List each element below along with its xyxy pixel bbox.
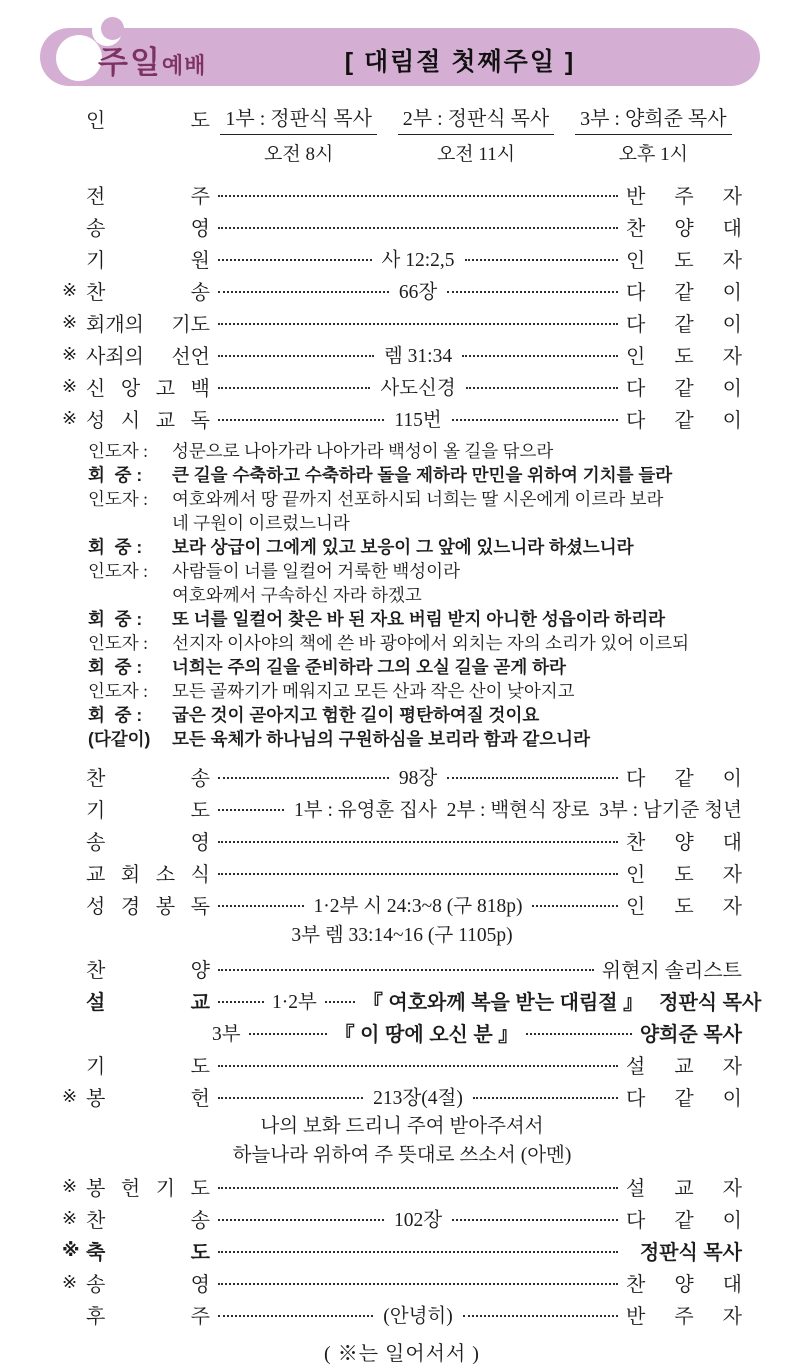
dotted-leader: [447, 291, 618, 293]
reading-speaker: 인도자 :: [88, 441, 148, 461]
dotted-leader: [218, 873, 618, 875]
reading-line: [88, 655, 742, 679]
reading-text: 네 구원이 이르렀느니라: [172, 513, 350, 533]
marker-spacer: [62, 102, 86, 166]
dotted-leader: [447, 777, 618, 779]
service-column-2: [387, 102, 564, 166]
item-performer: 인 도 자: [626, 345, 743, 368]
dotted-leader: [325, 1001, 355, 1003]
dotted-leader: [218, 809, 284, 811]
program-row: [62, 888, 742, 920]
item-performer: 다 같 이: [626, 409, 742, 432]
item-label: 찬 송: [86, 767, 210, 790]
reading-speaker: [88, 511, 172, 535]
item-detail: 213장(4절): [373, 1088, 463, 1109]
reading-line: [88, 487, 742, 511]
reading-text: 모든 육체가 하나님의 구원하심을 보리라 함과 같으니라: [172, 729, 590, 749]
reading-line: [88, 607, 742, 631]
reading-line: [88, 727, 742, 751]
standing-marker: ※: [62, 1085, 78, 1106]
item-detail: 사 12:2,5: [381, 250, 455, 271]
item-label: 송 영: [86, 217, 210, 240]
dotted-leader: [218, 1219, 384, 1221]
item-label: 찬 송: [86, 1209, 210, 1232]
reading-line: [88, 703, 742, 727]
standing-marker: ※: [62, 375, 78, 396]
item-label: 설 교: [86, 991, 210, 1014]
dotted-leader: [462, 355, 618, 357]
item-performer: 인 도 자: [626, 895, 742, 918]
program-row: [62, 1170, 742, 1202]
service-time-1: 오전 8시: [264, 144, 334, 165]
reading-line: [88, 439, 742, 463]
item-label: 후 주: [86, 1305, 210, 1328]
program-row: [62, 338, 742, 370]
item-detail: 98장: [398, 768, 438, 789]
item-detail-extra: 3부 렘 33:14~16 (구 1105p): [291, 925, 513, 946]
dotted-leader: [452, 419, 618, 421]
reading-line: [88, 511, 742, 535]
standing-marker: ※: [62, 311, 78, 332]
item-performer: 다 같 이: [626, 281, 742, 304]
program-row: [62, 274, 742, 306]
reading-speaker: 회 중 :: [88, 537, 143, 557]
item-performer: 찬 양 대: [626, 217, 742, 240]
dotted-leader: [218, 387, 370, 389]
dotted-leader: [218, 1251, 618, 1253]
dotted-leader: [532, 905, 618, 907]
item-performer: 반 주 자: [626, 185, 742, 208]
reading-speaker: 회 중 :: [88, 657, 143, 677]
program-section-top: [62, 178, 742, 434]
dotted-leader: [463, 1315, 618, 1317]
offering-hymn-line-2: 하늘나라 위하여 주 뜻대로 쓰소서 (아멘): [232, 1145, 572, 1166]
program-row: [62, 760, 742, 792]
program-row: [62, 1266, 742, 1298]
item-detail: 115번: [394, 410, 442, 431]
reading-speaker: 인도자 :: [88, 681, 148, 701]
dotted-leader: [218, 1001, 264, 1003]
reading-speaker: (다같이): [88, 729, 151, 749]
program-row: [62, 792, 742, 824]
item-performer: 찬 양 대: [626, 831, 742, 854]
sermon-title-2: 『 이 땅에 오신 분 』: [334, 1023, 519, 1046]
reading-text: 너희는 주의 길을 준비하라 그의 오실 길을 곧게 하라: [172, 657, 566, 677]
service-column-1: [210, 102, 387, 166]
dotted-leader: [452, 1219, 618, 1221]
program-section-mid: [62, 760, 742, 984]
item-detail: 102장: [393, 1210, 443, 1231]
sermon-preacher-2: 양희준 목사: [639, 1023, 742, 1046]
program-row: [62, 1202, 742, 1234]
standing-marker: ※: [62, 1239, 80, 1260]
item-performer: 인 도 자: [626, 249, 743, 272]
item-label: 교 회 소 식: [86, 863, 210, 886]
reading-text: 여호와께서 구속하신 자라 하겠고: [172, 585, 422, 605]
item-performer: 다 같 이: [626, 377, 743, 400]
sermon-preacher-1: 정판식 목사: [659, 991, 762, 1014]
dotted-leader: [218, 419, 384, 421]
service-title: [ 대림절 첫째주일 ]: [344, 48, 576, 76]
header-banner: [40, 28, 760, 86]
program-row: [62, 856, 742, 888]
sermon-part-1: 1·2부: [272, 992, 317, 1013]
reading-speaker: 인도자 :: [88, 489, 148, 509]
item-detail: 사도신경: [380, 378, 456, 399]
offering-hymn-line-1: 나의 보화 드리니 주여 받아주셔서: [260, 1116, 544, 1137]
standing-marker: ※: [62, 1175, 78, 1196]
logo-text-main: 주일: [98, 45, 162, 80]
reading-line: [88, 535, 742, 559]
reading-text: 선지자 이사야의 책에 쓴 바 광야에서 외치는 자의 소리가 있어 이르되: [172, 633, 690, 653]
dotted-leader: [218, 1097, 363, 1099]
item-label: 성 시 교 독: [86, 409, 210, 432]
sermon-row-2: [62, 1016, 742, 1048]
reading-line: [88, 679, 742, 703]
dotted-leader: [473, 1097, 618, 1099]
program-row: [62, 952, 742, 984]
item-detail: (안녕히): [383, 1306, 453, 1327]
dotted-leader: [249, 1033, 327, 1035]
reading-speaker: 회 중 :: [88, 465, 143, 485]
item-performer: 다 같 이: [626, 767, 742, 790]
dotted-leader: [218, 291, 389, 293]
service-column-3: [565, 102, 742, 166]
item-label: 봉 헌 기 도: [86, 1177, 210, 1200]
item-label: 송 영: [86, 831, 210, 854]
reading-line: [88, 463, 742, 487]
program-row: [62, 178, 742, 210]
dotted-leader: [465, 259, 619, 261]
item-label: 기 원: [86, 249, 210, 272]
service-leader-1: 1부 : 정판식 목사: [220, 102, 376, 135]
decorative-circle-icon: [56, 35, 102, 81]
item-label: 성 경 봉 독: [86, 895, 210, 918]
dotted-leader: [218, 195, 618, 197]
item-performer: 위현지 솔리스트: [601, 959, 742, 982]
item-label: 기 도: [86, 799, 210, 822]
item-performer: 찬 양 대: [626, 1273, 742, 1296]
dotted-leader: [218, 777, 389, 779]
reading-text: 또 너를 일컬어 찾은 바 된 자요 버림 받지 아니한 성읍이라 하리라: [172, 609, 666, 629]
program-row: [62, 306, 742, 338]
responsive-reading: [88, 439, 742, 751]
program-row: [62, 1234, 742, 1266]
reading-line: [88, 583, 742, 607]
program-row: [62, 1080, 742, 1112]
service-time-3: 오후 1시: [618, 144, 688, 165]
reading-speaker: [88, 583, 172, 607]
dotted-leader: [218, 323, 618, 325]
reading-text: 여호와께서 땅 끝까지 선포하시되 너희는 딸 시온에게 이르라 보라: [172, 489, 664, 509]
standing-marker: ※: [62, 279, 78, 300]
program-row: [62, 1048, 742, 1080]
item-performer: 인 도 자: [626, 863, 742, 886]
dotted-leader: [218, 1283, 618, 1285]
item-label: 신 앙 고 백: [86, 377, 210, 400]
program-row: [62, 402, 742, 434]
item-label: 사죄의 선언: [86, 345, 210, 368]
dotted-leader: [218, 355, 374, 357]
program-row: [62, 1298, 742, 1330]
item-label: 찬 송: [86, 281, 210, 304]
standing-marker: ※: [62, 407, 78, 428]
item-performer: 정판식 목사: [639, 1241, 742, 1264]
item-performer: 반 주 자: [626, 1305, 742, 1328]
standing-marker: ※: [62, 1207, 78, 1228]
item-label: 축 도: [86, 1241, 210, 1264]
logo-text-sub: 예배: [161, 53, 207, 78]
program-row: [62, 370, 742, 402]
item-performer: 다 같 이: [626, 1087, 743, 1110]
item-label: 찬 양: [86, 959, 210, 982]
leaders-row: [62, 102, 742, 166]
reading-speaker: 회 중 :: [88, 705, 143, 725]
reading-speaker: 인도자 :: [88, 633, 148, 653]
program-section-bottom: [62, 1170, 742, 1330]
item-performer: 설 교 자: [626, 1055, 742, 1078]
dotted-leader: [466, 387, 618, 389]
item-performer: 설 교 자: [626, 1177, 742, 1200]
reading-text: 보라 상급이 그에게 있고 보응이 그 앞에 있느니라 하셨느니라: [172, 537, 634, 557]
dotted-leader: [218, 905, 304, 907]
standing-marker: ※: [62, 343, 78, 364]
reading-speaker: 회 중 :: [88, 609, 143, 629]
item-label: 봉 헌: [86, 1087, 210, 1110]
dotted-leader: [218, 259, 372, 261]
reading-text: 큰 길을 수축하고 수축하라 돌을 제하라 만민을 위하여 기치를 들라: [172, 465, 673, 485]
standing-marker: ※: [62, 1271, 78, 1292]
item-label: 송 영: [86, 1273, 210, 1296]
dotted-leader: [218, 841, 618, 843]
reading-text: 모든 골짜기가 메워지고 모든 산과 작은 산이 낮아지고: [172, 681, 575, 701]
reading-line: [88, 559, 742, 583]
dotted-leader: [218, 969, 594, 971]
service-columns: [210, 102, 742, 166]
reading-text: 성문으로 나아가라 나아가라 백성이 올 길을 닦으라: [172, 441, 554, 461]
sermon-title-1: 『 여호와께 복을 받는 대림절 』: [362, 991, 644, 1014]
reading-text: 사람들이 너를 일컬어 거룩한 백성이라: [172, 561, 460, 581]
item-performer: 다 같 이: [626, 313, 742, 336]
service-time-2: 오전 11시: [436, 144, 516, 165]
program-row: [62, 824, 742, 856]
dotted-leader: [218, 1065, 618, 1067]
dotted-leader: [526, 1033, 632, 1035]
item-detail: 1부 : 유영훈 집사 2부 : 백현식 장로 3부 : 남기준 청년: [294, 800, 742, 821]
reading-text: 굽은 것이 곧아지고 험한 길이 평탄하여질 것이요: [172, 705, 540, 725]
reading-speaker: 인도자 :: [88, 561, 148, 581]
dotted-leader: [218, 1187, 618, 1189]
offering-hymn: [62, 1112, 742, 1170]
program-row: [62, 242, 742, 274]
reading-line: [88, 631, 742, 655]
item-label: 회개의 기도: [86, 313, 210, 336]
dotted-leader: [218, 227, 618, 229]
leaders-label: 인 도: [86, 110, 210, 132]
service-leader-2: 2부 : 정판식 목사: [398, 102, 554, 135]
sermon-part-2: 3부: [212, 1024, 241, 1045]
program-section-after-sermon: [62, 1048, 742, 1112]
standing-note: ( ※는 일어서서 ): [324, 1343, 480, 1365]
dotted-leader: [218, 1315, 373, 1317]
item-performer: 다 같 이: [626, 1209, 742, 1232]
sermon-row-1: [62, 984, 762, 1016]
item-label: 기 도: [86, 1055, 210, 1078]
item-label: 전 주: [86, 185, 210, 208]
program-row: [62, 210, 742, 242]
item-detail: 66장: [398, 282, 438, 303]
service-leader-3: 3부 : 양희준 목사: [575, 102, 731, 135]
item-detail: 1·2부 시 24:3~8 (구 818p): [313, 896, 523, 917]
item-detail: 렘 31:34: [383, 346, 453, 367]
